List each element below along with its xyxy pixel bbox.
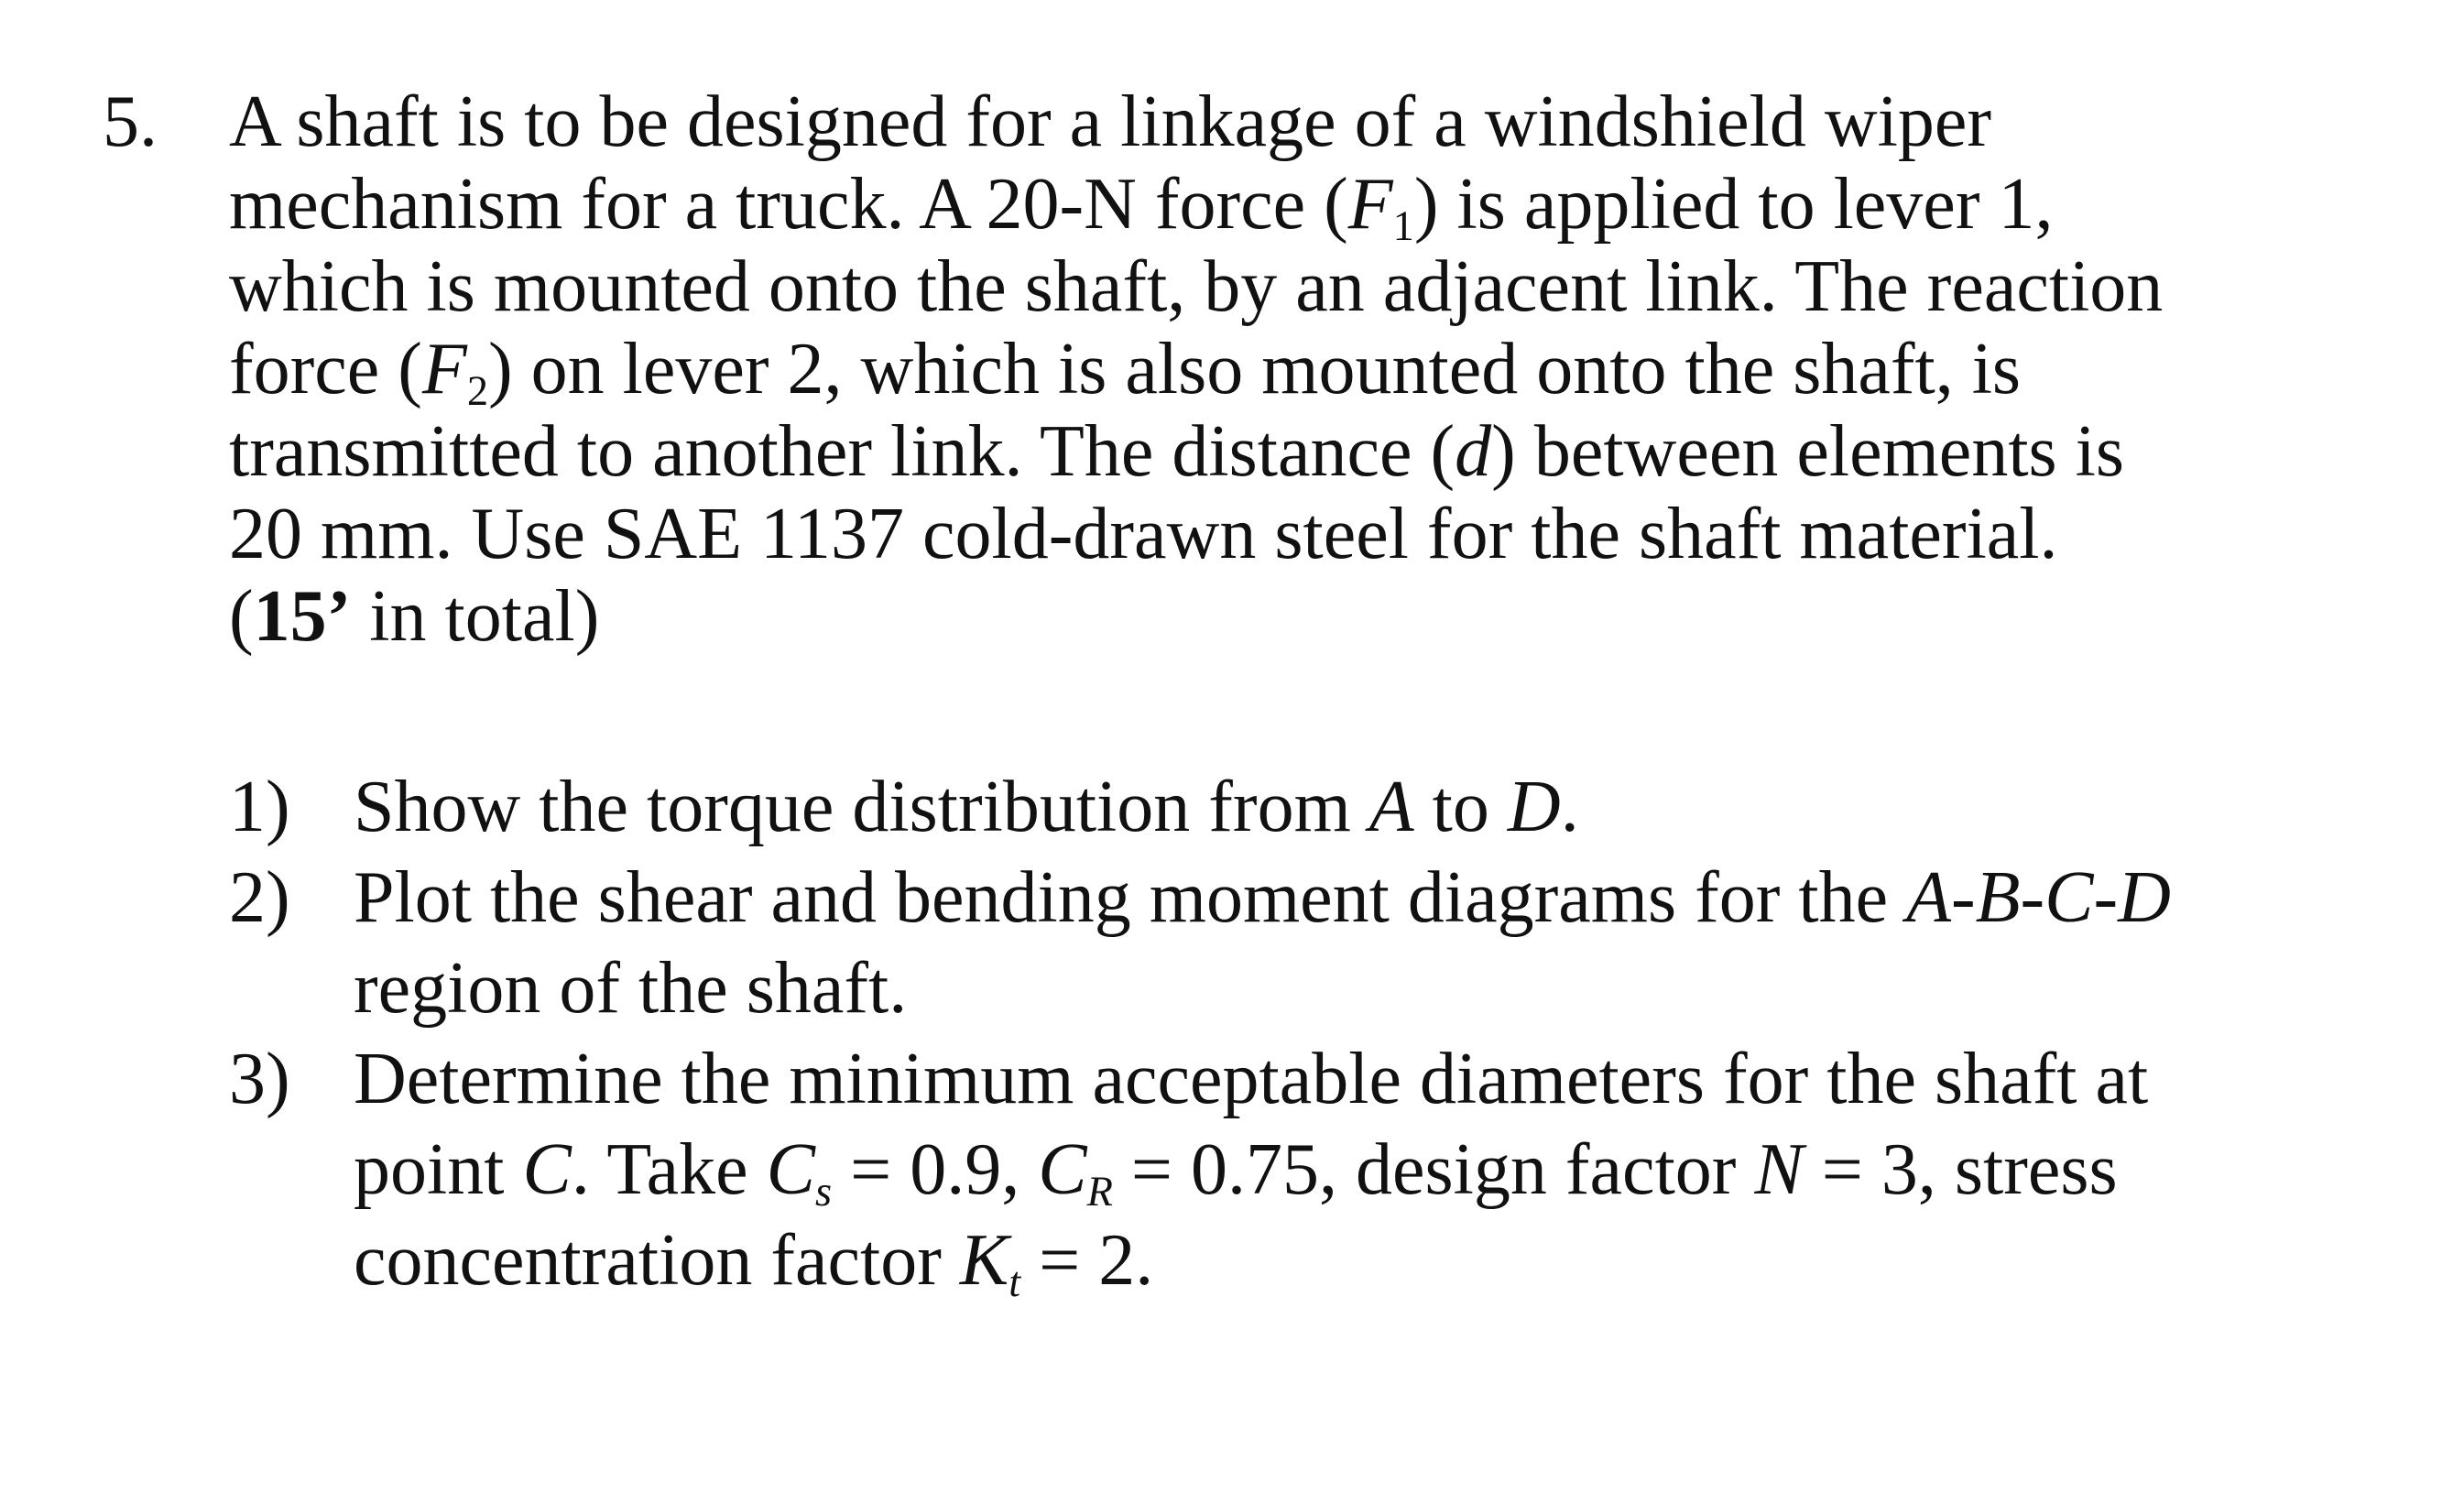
var-c-point: C	[522, 1129, 572, 1210]
var-letter: F	[1347, 164, 1393, 245]
task-text: = 0.9,	[832, 1129, 1039, 1210]
task-3-line-3	[354, 1215, 2409, 1306]
task-2-line-2	[354, 943, 2409, 1034]
problem-statement	[229, 81, 2382, 658]
task-text: = 3, stress	[1803, 1129, 2118, 1210]
var-subscript: 2	[466, 367, 489, 415]
task-1-line-1	[354, 762, 2409, 853]
task-text: Plot the shear and bending moment diagrams for the	[354, 857, 1907, 938]
task-number: 1)	[229, 767, 290, 847]
var-letter: C	[1038, 1129, 1087, 1210]
statement-text: A shaft is to be designed for a linkage of a windshield wiper	[229, 82, 1991, 162]
statement-text: ) on lever 2, which is also mounted onto the shaft, is	[488, 329, 2022, 409]
statement-text: (	[229, 576, 254, 657]
task-number: 2)	[229, 857, 290, 938]
var-d-point: D	[1507, 767, 1561, 847]
task-2	[229, 853, 2409, 1034]
var-f1	[1347, 164, 1414, 250]
task-text: concentration factor	[354, 1220, 960, 1301]
var-letter: C	[766, 1129, 816, 1210]
var-kt	[959, 1220, 1021, 1306]
statement-text: mechanism for a truck. A 20-N force (	[229, 164, 1348, 245]
statement-text: ) is applied to lever 1,	[1413, 164, 2054, 245]
task-text: = 2.	[1020, 1220, 1154, 1301]
statement-line-2	[229, 163, 2382, 250]
statement-text: in total)	[351, 576, 600, 657]
task-3	[229, 1034, 2409, 1306]
statement-text: which is mounted onto the shaft, by an adjacent link. The reaction	[229, 246, 2164, 327]
var-d: d	[1455, 411, 1492, 492]
task-text: to	[1413, 767, 1508, 847]
task-3-line-1	[354, 1034, 2409, 1125]
var-subscript: 1	[1392, 202, 1414, 250]
statement-line-3	[229, 245, 2382, 328]
task-3-line-2	[354, 1125, 2409, 1215]
var-f2	[421, 329, 489, 415]
problem-number: 5.	[103, 82, 158, 162]
var-subscript: t	[1008, 1259, 1021, 1306]
statement-line-7	[229, 575, 2382, 658]
var-n: N	[1754, 1129, 1804, 1210]
task-text: .	[1560, 767, 1579, 847]
statement-text: force (	[229, 329, 422, 409]
var-subscript: s	[815, 1168, 833, 1215]
statement-text: ) between elements is	[1491, 411, 2125, 492]
var-letter: F	[421, 329, 467, 409]
task-text: point	[354, 1129, 523, 1210]
statement-line-4	[229, 328, 2382, 415]
statement-line-5	[229, 410, 2382, 493]
statement-text: transmitted to another link. The distance (	[229, 411, 1456, 492]
var-cs	[766, 1129, 833, 1215]
task-text: Show the torque distribution from	[354, 767, 1369, 847]
statement-line-6	[229, 493, 2382, 575]
task-2-line-1	[354, 853, 2409, 943]
points-value: 15’	[253, 576, 352, 657]
region-label: A-B-C-D	[1906, 857, 2171, 938]
task-number: 3)	[229, 1039, 290, 1119]
var-subscript: R	[1086, 1168, 1113, 1215]
task-1	[229, 762, 2409, 853]
statement-line-1	[229, 81, 2382, 163]
task-text: region of the shaft.	[354, 948, 908, 1029]
task-list	[229, 762, 2409, 1306]
var-cr	[1038, 1129, 1113, 1215]
var-letter: K	[959, 1220, 1009, 1301]
task-text: . Take	[571, 1129, 767, 1210]
task-text: = 0.75, design factor	[1112, 1129, 1755, 1210]
var-a: A	[1368, 767, 1414, 847]
task-text: Determine the minimum acceptable diameters for the shaft at	[354, 1039, 2149, 1119]
statement-text: 20 mm. Use SAE 1137 cold-drawn steel for the shaft material.	[229, 494, 2058, 574]
